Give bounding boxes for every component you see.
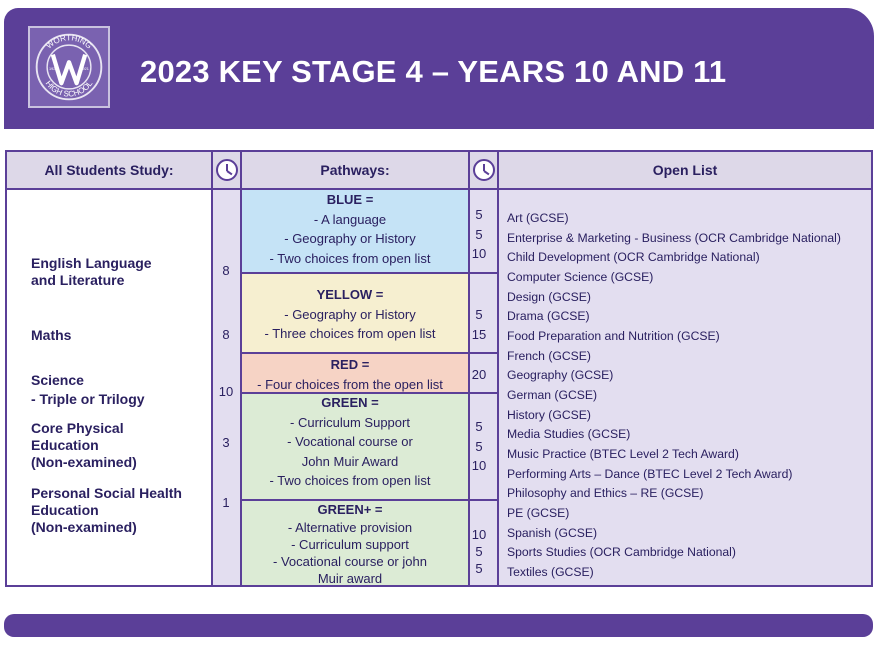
col-divider xyxy=(497,150,499,587)
school-logo xyxy=(28,26,110,108)
col-divider xyxy=(211,150,213,587)
core-subject-english: English Language and Literature xyxy=(31,255,152,288)
list-item: Media Studies (GCSE) xyxy=(507,427,631,442)
list-item: Enterprise & Marketing - Business (OCR Cambridge National) xyxy=(507,230,841,245)
list-item: Textiles (GCSE) xyxy=(507,564,594,579)
page-title: 2023 KEY STAGE 4 – YEARS 10 AND 11 xyxy=(140,54,727,89)
pathway-divider xyxy=(240,352,499,354)
pathway-divider xyxy=(240,272,499,274)
pathway-yellow: YELLOW = - Geography or History - Three choices from open list xyxy=(264,287,436,341)
col-header-clock-2 xyxy=(470,152,497,188)
list-item: Design (GCSE) xyxy=(507,289,591,304)
core-hours-science: 10 xyxy=(218,384,234,399)
clock-icon xyxy=(216,159,238,181)
list-item: Music Practice (BTEC Level 2 Tech Award) xyxy=(507,446,739,461)
col-header-clock-1 xyxy=(213,152,240,188)
pathway-red-hours: 20 xyxy=(471,367,487,382)
pathway-yellow-hours: 5 15 xyxy=(471,307,487,342)
list-item: Geography (GCSE) xyxy=(507,368,614,383)
clock-icon xyxy=(473,159,495,181)
core-hours-english: 8 xyxy=(222,263,230,278)
svg-text:1921: 1921 xyxy=(80,66,89,71)
col-header-open-list: Open List xyxy=(499,152,871,188)
list-item: Philosophy and Ethics – RE (GCSE) xyxy=(507,486,704,501)
svg-text:1921: 1921 xyxy=(49,66,58,71)
list-item: Drama (GCSE) xyxy=(507,309,590,324)
pathway-green-hours: 5 5 10 xyxy=(471,419,487,473)
list-item: Sports Studies (OCR Cambridge National) xyxy=(507,545,736,560)
pathway-greenplus: GREEN+ = - Alternative provision - Curriculum support - Vocational course or john Muir award xyxy=(273,502,427,586)
list-item: Spanish (GCSE) xyxy=(507,525,598,540)
list-item: Computer Science (GCSE) xyxy=(507,269,654,284)
footer-bar xyxy=(4,614,873,637)
list-item: Art (GCSE) xyxy=(507,211,569,225)
core-hours-pshe: 1 xyxy=(222,495,230,510)
col-header-all-students: All Students Study: xyxy=(7,152,211,188)
core-hours-maths: 8 xyxy=(222,327,230,342)
svg-text:WORTHING: WORTHING xyxy=(44,33,94,51)
core-subject-science: Science - Triple or Trilogy xyxy=(31,372,145,407)
svg-text:HIGH SCHOOL: HIGH SCHOOL xyxy=(43,78,95,99)
pathway-blue: BLUE = - A language - Geography or History - Two choices from open list xyxy=(269,192,431,266)
list-item: French (GCSE) xyxy=(507,348,591,363)
col-header-pathways: Pathways: xyxy=(242,152,468,188)
core-subject-pshe: Personal Social Health Education (Non-examined) xyxy=(31,485,182,535)
list-item: Food Preparation and Nutrition (GCSE) xyxy=(507,328,720,343)
list-item: German (GCSE) xyxy=(507,387,598,402)
pathway-green: GREEN = - Curriculum Support - Vocational course or John Muir Award - Two choices from open list xyxy=(269,395,431,488)
core-subject-maths: Maths xyxy=(31,327,72,343)
pathway-red: RED = - Four choices from the open list xyxy=(257,357,443,392)
pathway-blue-hours: 5 5 10 xyxy=(471,207,487,261)
pathway-greenplus-hours: 10 5 5 xyxy=(471,527,487,576)
open-list xyxy=(507,209,841,582)
core-hours-pe: 3 xyxy=(222,435,230,450)
list-item: History (GCSE) xyxy=(507,407,591,422)
list-item: Child Development (OCR Cambridge National) xyxy=(507,250,760,265)
list-item: Performing Arts – Dance (BTEC Level 2 Tech Award) xyxy=(507,466,793,481)
list-item: PE (GCSE) xyxy=(507,505,570,520)
header-banner-curve xyxy=(4,100,874,129)
core-subject-pe: Core Physical Education (Non-examined) xyxy=(31,420,137,470)
